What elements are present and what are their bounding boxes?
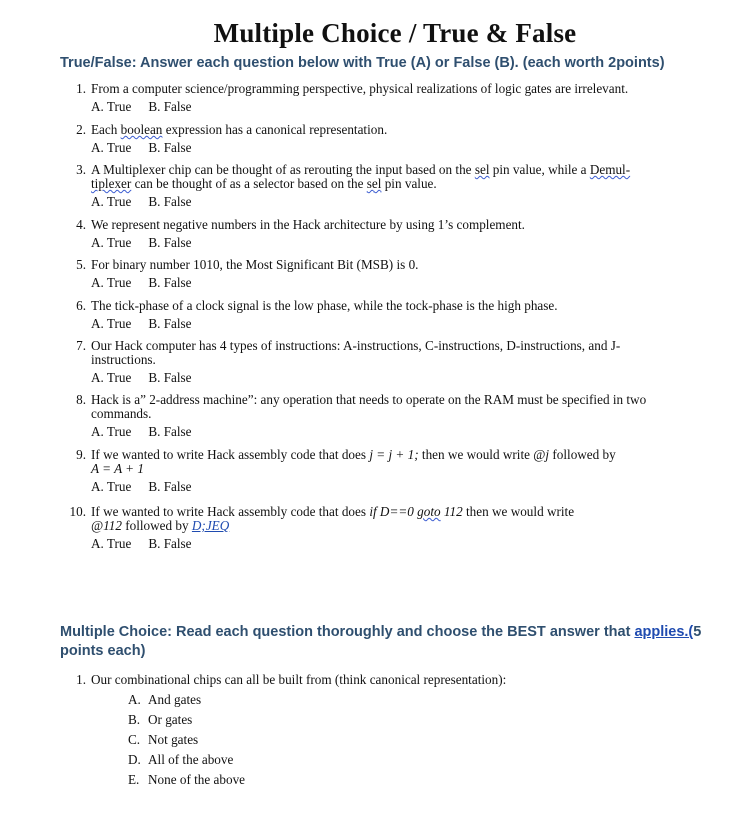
option-false[interactable]: B. False	[148, 316, 192, 331]
option-true[interactable]: A. True	[91, 424, 132, 439]
answer-options	[91, 480, 722, 494]
option-true[interactable]: A. True	[91, 316, 132, 331]
answer-options	[91, 276, 722, 290]
option-false[interactable]: B. False	[148, 140, 192, 155]
tf-question-6	[62, 299, 722, 331]
question-text: The tick-phase of a clock signal is the low phase, while the tock-phase is the high phase.	[91, 298, 558, 313]
question-number: 5.	[76, 257, 86, 272]
answer-options	[91, 195, 722, 209]
answer-options	[91, 100, 722, 114]
tf-question-3	[62, 163, 722, 209]
mc-option-c[interactable]: C. Not gates	[128, 732, 199, 747]
mc-option-d[interactable]: D. All of the above	[128, 752, 234, 767]
option-true[interactable]: A. True	[91, 194, 132, 209]
option-false[interactable]: B. False	[148, 536, 192, 551]
mc-section-heading: Multiple Choice: Read each question thoroughly and choose the BEST answer that applies.(5 points each)	[60, 624, 702, 659]
question-text: We represent negative numbers in the Hack architecture by using 1’s complement.	[91, 217, 525, 232]
option-false[interactable]: B. False	[148, 424, 192, 439]
answer-options	[91, 425, 722, 439]
option-true[interactable]: A. True	[91, 370, 132, 385]
option-false[interactable]: B. False	[148, 235, 192, 250]
answer-options	[91, 141, 722, 155]
page-title: Multiple Choice / True & False	[213, 18, 577, 48]
question-number: 2.	[76, 122, 86, 137]
option-false[interactable]: B. False	[148, 479, 192, 494]
tf-section-heading: True/False: Answer each question below with True (A) or False (B). (each worth 2points)	[60, 55, 665, 71]
question-number: 10.	[69, 504, 86, 519]
option-true[interactable]: A. True	[91, 235, 132, 250]
mc-question-1	[62, 673, 722, 793]
option-false[interactable]: B. False	[148, 275, 192, 290]
question-text: If we wanted to write Hack assembly code that does j = j + 1; then we would write @j followed by A = A + 1	[91, 447, 616, 476]
question-number: 9.	[76, 447, 86, 462]
question-text: If we wanted to write Hack assembly code that does if D==0 goto 112 then we would write @112 followed by D;JEQ	[91, 504, 575, 533]
question-number: 8.	[76, 392, 86, 407]
tf-question-2	[62, 123, 722, 155]
question-text: From a computer science/programming perspective, physical realizations of logic gates are irrelevant.	[91, 81, 629, 96]
question-number: 7.	[76, 338, 86, 353]
answer-options	[91, 317, 722, 331]
question-number: 1.	[76, 81, 86, 96]
option-true[interactable]: A. True	[91, 536, 132, 551]
tf-question-5	[62, 258, 722, 290]
tf-question-7	[62, 339, 722, 385]
mc-option-a[interactable]: A. And gates	[128, 692, 202, 707]
question-text: Our Hack computer has 4 types of instructions: A-instructions, C-instructions, D-instructions, and J- instructions.	[91, 338, 621, 367]
question-text: For binary number 1010, the Most Significant Bit (MSB) is 0.	[91, 257, 419, 272]
tf-question-8	[62, 393, 722, 439]
question-text: Our combinational chips can all be built from (think canonical representation):	[91, 672, 507, 687]
question-text: Each boolean expression has a canonical representation.	[91, 122, 388, 137]
mc-option-b[interactable]: B. Or gates	[128, 712, 193, 727]
question-number: 6.	[76, 298, 86, 313]
option-false[interactable]: B. False	[148, 194, 192, 209]
mc-option-e[interactable]: E. None of the above	[128, 772, 246, 787]
answer-options	[91, 371, 722, 385]
option-true[interactable]: A. True	[91, 479, 132, 494]
tf-question-4	[62, 218, 722, 250]
answer-options	[91, 236, 722, 250]
tf-question-10	[62, 505, 722, 551]
option-false[interactable]: B. False	[148, 99, 192, 114]
question-text: A Multiplexer chip can be thought of as rerouting the input based on the sel pin value, while a Demul- tiplexer can be thought of as a selector based on the sel pin value.	[91, 162, 631, 191]
question-text: Hack is a” 2-address machine”: any operation that needs to operate on the RAM must be specified in two commands.	[91, 392, 647, 421]
tf-question-9	[62, 448, 722, 494]
mc-options	[62, 693, 722, 793]
option-true[interactable]: A. True	[91, 275, 132, 290]
question-number: 1.	[76, 672, 86, 687]
question-number: 4.	[76, 217, 86, 232]
tf-question-1	[62, 82, 722, 114]
answer-options	[91, 537, 722, 551]
question-number: 3.	[76, 162, 86, 177]
option-false[interactable]: B. False	[148, 370, 192, 385]
option-true[interactable]: A. True	[91, 140, 132, 155]
option-true[interactable]: A. True	[91, 99, 132, 114]
